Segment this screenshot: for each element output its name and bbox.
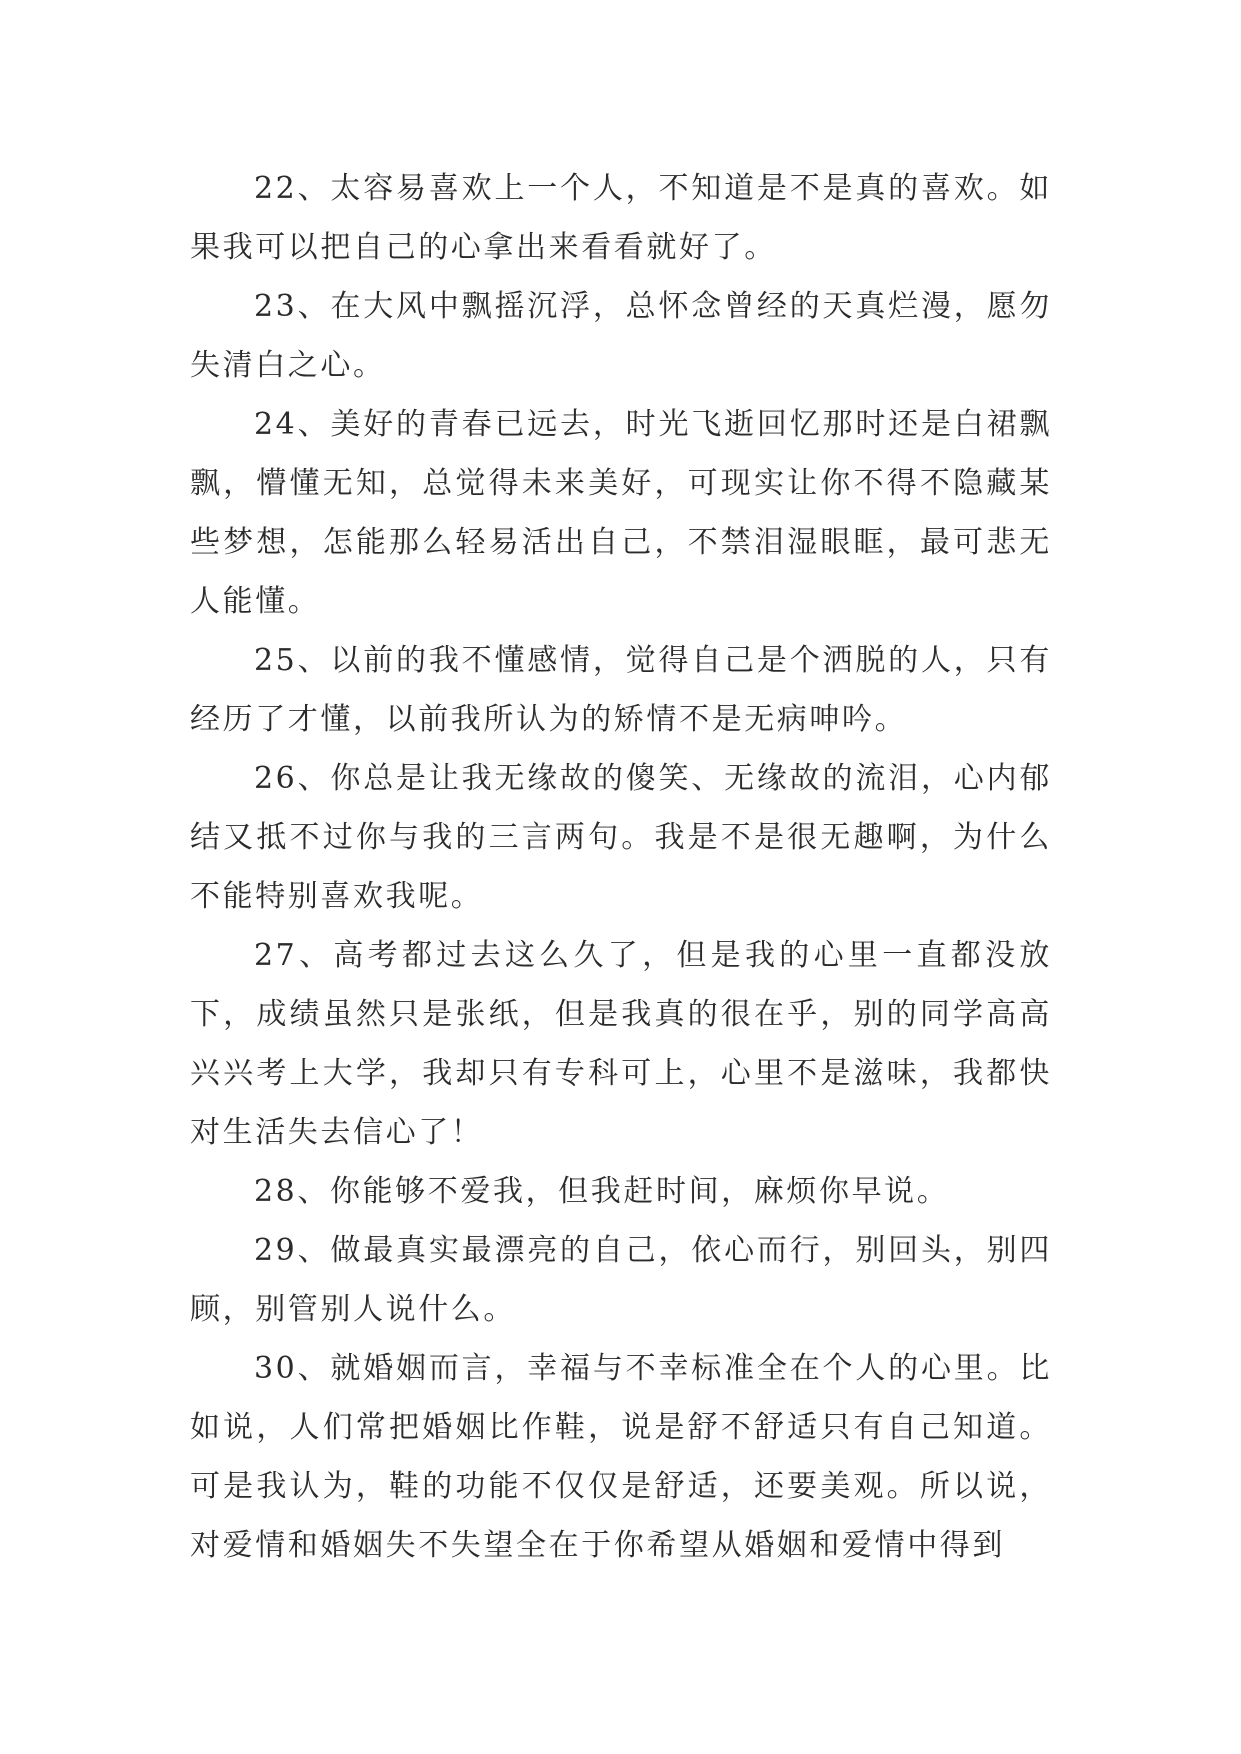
paragraph-30: 30、就婚姻而言，幸福与不幸标准全在个人的心里。比如说，人们常把婚姻比作鞋，说是舒不舒适只有自己知道。可是我认为，鞋的功能不仅仅是舒适，还要美观。所以说，对爱情和婚姻失不失望全在于你希望从婚姻和爱情中得到 [190,1351,1052,1563]
paragraph-26: 26、你总是让我无缘故的傻笑、无缘故的流泪，心内郁结又抵不过你与我的三言两句。我是不是很无趣啊，为什么不能特别喜欢我呢。 [190,761,1052,914]
paragraph-23: 23、在大风中飘摇沉浮，总怀念曾经的天真烂漫，愿勿失清白之心。 [190,289,1052,383]
paragraph-24: 24、美好的青春已远去，时光飞逝回忆那时还是白裙飘飘，懵懂无知，总觉得未来美好，可现实让你不得不隐藏某些梦想，怎能那么轻易活出自己，不禁泪湿眼眶，最可悲无人能懂。 [190,407,1052,619]
paragraph-29: 29、做最真实最漂亮的自己，依心而行，别回头，别四顾，别管别人说什么。 [190,1233,1052,1327]
paragraph-22: 22、太容易喜欢上一个人，不知道是不是真的喜欢。如果我可以把自己的心拿出来看看就好了。 [190,171,1052,265]
paragraph-28: 28、你能够不爱我，但我赶时间，麻烦你早说。 [254,1174,950,1209]
paragraph-27: 27、高考都过去这么久了，但是我的心里一直都没放下，成绩虽然只是张纸，但是我真的很在乎，别的同学高高兴兴考上大学，我却只有专科可上，心里不是滋味，我都快对生活失去信心了！ [190,938,1052,1150]
document-body [190,159,1052,1575]
paragraph-25: 25、以前的我不懂感情，觉得自己是个洒脱的人，只有经历了才懂，以前我所认为的矫情不是无病呻吟。 [190,643,1052,737]
